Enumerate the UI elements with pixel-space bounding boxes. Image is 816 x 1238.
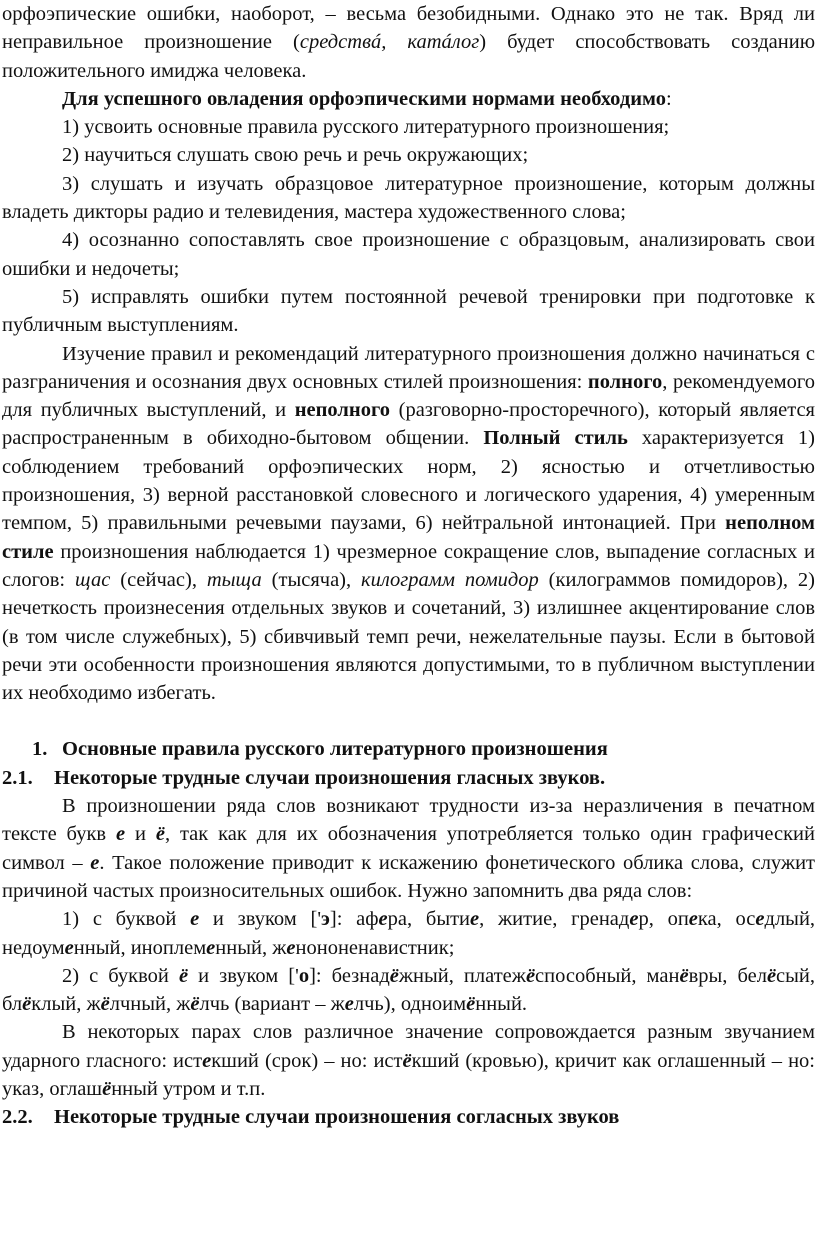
- letter-highlight: ё: [178, 964, 189, 987]
- text-run: ра, быти: [387, 908, 471, 931]
- letter-highlight: ё: [22, 993, 32, 1016]
- text-run: р, оп: [638, 908, 689, 931]
- italic-example: тыща: [206, 568, 262, 591]
- text-run: ка, ос: [697, 908, 756, 931]
- text-run: жный, платеж: [398, 964, 526, 987]
- text-run: В некоторых парах слов различное значение сопровождается разным звучанием ударного гласного: ист: [2, 1021, 815, 1072]
- letter-highlight: ё: [402, 1049, 412, 1072]
- text-run: :: [665, 87, 672, 110]
- bold-phrase: полного: [587, 370, 663, 393]
- requirement-item: 4) осознанно сопоставлять свое произношение с образцовым, анализировать свои ошибки и недочеты;: [2, 229, 815, 280]
- section-title: Некоторые трудные случаи произношения согласных звуков: [54, 1106, 620, 1129]
- sound-symbol: о: [298, 964, 310, 987]
- letter-highlight: ё: [679, 964, 689, 987]
- text-run: ': [317, 908, 322, 931]
- section-title: Некоторые трудные случаи произношения гласных звуков.: [54, 766, 606, 789]
- letter-highlight: е: [378, 908, 388, 931]
- sound-symbol: э: [321, 908, 330, 931]
- section-number: 2.2.: [2, 1106, 33, 1129]
- letter-highlight: ё: [466, 993, 476, 1016]
- section-title: Основные правила русского литературного произношения: [62, 738, 608, 761]
- letter-highlight: ё: [102, 1077, 112, 1100]
- requirement-item: 2) научиться слушать свою речь и речь окружающих;: [62, 144, 529, 167]
- text-run: ]: аф: [329, 908, 379, 931]
- text-run: и звуком [: [199, 908, 318, 931]
- text-run: Изучение правил и рекомендаций литературного произношения должно начинаться с разграничения и осознания двух основных стилей произношения:: [2, 342, 815, 393]
- text-run: орфоэпические ошибки, наоборот, – весьма безобидными. Однако это не так. Вряд ли неправильное произношение (: [2, 3, 815, 54]
- intro-paragraph: [2, 0, 815, 85]
- vowels-paragraph: [2, 792, 815, 905]
- bold-phrase: неполном стиле: [2, 512, 815, 563]
- requirement-item: 5) исправлять ошибки путем постоянной речевой тренировки при подготовке к публичным выступлениям.: [2, 285, 815, 337]
- italic-example: щас: [75, 568, 111, 591]
- text-run: лчь), одноим: [353, 993, 467, 1016]
- section-heading-1: [2, 735, 815, 763]
- text-run: ) будет способствовать созданию положительного имиджа человека.: [2, 31, 816, 82]
- text-run: характеризуется 1) соблюдением требований орфоэпических норм, 2) ясностью и отчетливостью произношения, 3) верной расстановкой словесного и логического ударения, 4) умеренным темпом, 5) правильными речевыми паузами, 6) нейтральной интонацией. При: [2, 427, 815, 535]
- text-run: нононенавистник;: [295, 936, 455, 959]
- section-number: 1.: [32, 738, 48, 761]
- text-run: нный утром и т.п.: [111, 1077, 266, 1100]
- letter-highlight: е: [629, 908, 639, 931]
- letter-highlight: ё: [389, 964, 399, 987]
- text-run: , житие: [479, 908, 553, 931]
- text-run: и: [125, 823, 156, 846]
- text-run: В произношении ряда слов возникают трудности из-за неразличения в печатном тексте букв: [2, 795, 815, 846]
- text-run: кший (кровью), кричит как оглаш: [411, 1049, 710, 1072]
- text-run: (сейчас),: [110, 568, 207, 591]
- text-run: 2) с буквой: [62, 964, 179, 987]
- requirement-item: 1) усвоить основные правила русского литературного произношения;: [62, 116, 670, 139]
- text-run: , гренад: [552, 908, 630, 931]
- text-run: кший (срок) – но: ист: [211, 1049, 403, 1072]
- text-run: произношения наблюдается 1) чрезмерное сокращение слов, выпадение согласных и слогов:: [2, 540, 815, 591]
- letter-highlight: ё: [766, 964, 777, 987]
- letter-highlight: е: [202, 1049, 212, 1072]
- text-run: лчь (вариант – ж: [199, 993, 345, 1016]
- text-run: и звуком [: [188, 964, 296, 987]
- letter-highlight: е: [688, 908, 698, 931]
- text-run: (тысяча),: [261, 568, 362, 591]
- letter-highlight: е: [206, 936, 216, 959]
- text-run: нный, ж: [215, 936, 287, 959]
- text-run: длый, недоум: [2, 908, 816, 959]
- letter-highlight: е: [64, 936, 74, 959]
- letter-highlight: е: [470, 908, 480, 931]
- text-run: ]: безнад: [309, 964, 390, 987]
- letter-highlight: е: [90, 851, 100, 874]
- letter-highlight: ё: [100, 993, 110, 1016]
- text-run: (разговорно-просторечного), который является распространенным в обиходно-бытовом общении.: [2, 399, 815, 450]
- text-run: способный, ман: [535, 964, 680, 987]
- letter-highlight: ё: [155, 823, 165, 846]
- bold-phrase: Полный стиль: [483, 427, 628, 450]
- section-heading-2-1: [2, 764, 815, 792]
- text-run: нный.: [475, 993, 528, 1016]
- text-run: сый, бл: [2, 964, 816, 1016]
- text-run: 1) с буквой: [62, 908, 191, 931]
- text-run: вры, бел: [688, 964, 767, 987]
- italic-example: килограмм помидор: [361, 568, 539, 591]
- letter-highlight: е: [115, 823, 126, 846]
- word-row-yo: [2, 962, 815, 1019]
- text-run: нный – но: указ, оглаш: [2, 1049, 815, 1100]
- italic-example: средствá, катáлог: [299, 31, 480, 54]
- letter-highlight: е: [344, 993, 354, 1016]
- text-run: , рекомендуемого для публичных выступлений, и: [2, 370, 815, 422]
- pairs-paragraph: [2, 1018, 815, 1103]
- bold-phrase: неполного: [294, 399, 391, 422]
- text-run: ': [295, 964, 299, 987]
- text-run: лчный, ж: [109, 993, 191, 1016]
- letter-highlight: е: [190, 908, 200, 931]
- requirements-heading: [2, 85, 815, 113]
- text-run: клый, ж: [31, 993, 101, 1016]
- text-run: . Такое положение приводит к искажению фонетического облика слова, служит причиной частых произносительных ошибок. Нужно запомнить два ряда слов:: [2, 851, 815, 902]
- letter-highlight: е: [286, 936, 296, 959]
- letter-highlight: ё: [525, 964, 536, 987]
- letter-highlight: ё: [190, 993, 200, 1016]
- word-row-e: [2, 905, 815, 962]
- requirement-item: 3) слушать и изучать образцовое литературное произношение, которым должны владеть дикторы радио и телевидения, мастера художественного слова;: [2, 172, 815, 224]
- text-run: нный, иноплем: [73, 936, 207, 959]
- text-run: , так как для их обозначения употребляется только один графический символ –: [2, 823, 815, 874]
- text-run: е: [709, 1049, 720, 1072]
- section-heading-2-2: [2, 1103, 815, 1131]
- styles-paragraph: [2, 340, 815, 708]
- section-number: 2.1.: [2, 766, 33, 789]
- letter-highlight: е: [755, 908, 765, 931]
- text-run: (килограммов помидоров), 2) нечеткость произнесения отдельных звуков и сочетаний, 3) излишнее акцентирование слов (в том числе служебных), 5) сбивчивый темп речи, нежелательные паузы. Если в бытовой речи эти особенности произношения являются допустимыми, то в публичном выступлении их необходимо избегать.: [2, 568, 815, 705]
- spacer: [2, 707, 815, 735]
- bold-phrase: Для успешного овладения орфоэпическими нормами необходимо: [62, 87, 666, 110]
